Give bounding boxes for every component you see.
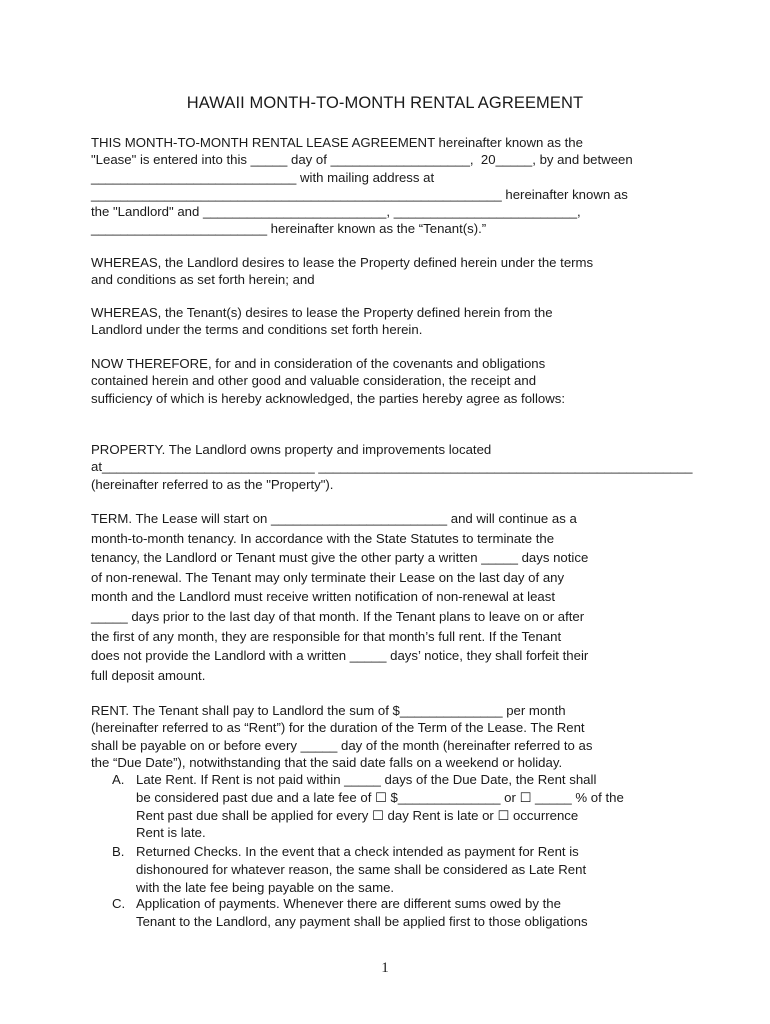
rent-paragraph xyxy=(91,702,691,771)
whereas-line: and conditions as set forth herein; and xyxy=(91,272,315,288)
rent-line: shall be payable on or before every _____ day of the month (hereinafter referred to as xyxy=(91,737,593,753)
intro-line: "Lease" is entered into this _____ day of ___________________, 20_____, by and between xyxy=(91,152,633,168)
list-item-line: Tenant to the Landlord, any payment shall be applied first to those obligations xyxy=(136,913,588,929)
property-paragraph xyxy=(91,441,691,493)
term-line: full deposit amount. xyxy=(91,667,206,683)
property-line: (hereinafter referred to as the "Property"). xyxy=(91,476,334,492)
whereas-tenant-paragraph xyxy=(91,304,691,339)
whereas-line: Landlord under the terms and conditions set forth herein. xyxy=(91,322,423,338)
intro-line: ________________________________________________________ hereinafter known as xyxy=(91,186,628,202)
list-item-line: Late Rent. If Rent is not paid within _____ days of the Due Date, the Rent shall xyxy=(136,772,597,787)
list-item-line: with the late fee being payable on the same. xyxy=(136,879,395,895)
document-title: HAWAII MONTH-TO-MONTH RENTAL AGREEMENT xyxy=(186,94,584,112)
intro-line: the "Landlord" and _________________________, _________________________, xyxy=(91,204,581,220)
rent-line: (hereinafter referred to as “Rent”) for the duration of the Term of the Lease. The Rent xyxy=(91,720,585,736)
list-item-line: be considered past due and a late fee of ☐ $______________ or ☐ _____ % of the xyxy=(136,789,624,805)
page-number: 1 xyxy=(381,960,389,976)
term-line: does not provide the Landlord with a written _____ days’ notice, they shall forfeit their xyxy=(91,648,589,664)
term-line: of non-renewal. The Tenant may only terminate their Lease on the last day of any xyxy=(91,569,565,585)
list-item-line: Rent past due shall be applied for every ☐ day Rent is late or ☐ occurrence xyxy=(136,807,579,823)
property-line: PROPERTY. The Landlord owns property and improvements located xyxy=(91,442,492,457)
list-marker: B. xyxy=(112,844,125,859)
now-therefore-line: sufficiency of which is hereby acknowledged, the parties hereby agree as follows: xyxy=(91,390,566,406)
list-marker: C. xyxy=(112,896,126,911)
list-item-line: Rent is late. xyxy=(136,825,206,841)
term-line: month-to-month tenancy. In accordance with the State Statutes to terminate the xyxy=(91,530,555,546)
list-item-body xyxy=(136,895,696,931)
now-therefore-line: contained herein and other good and valuable consideration, the receipt and xyxy=(91,373,537,389)
term-line: the first of any month, they are responsible for that month’s full rent. If the Tenant xyxy=(91,628,562,644)
term-line: tenancy, the Landlord or Tenant must give the other party a written _____ days notice xyxy=(91,550,589,566)
term-paragraph xyxy=(91,509,691,685)
property-line: at_____________________________ ___________________________________________________ xyxy=(91,459,693,475)
list-item-line: Returned Checks. In the event that a check intended as payment for Rent is xyxy=(136,844,579,859)
intro-line: THIS MONTH-TO-MONTH RENTAL LEASE AGREEMENT hereinafter known as the xyxy=(91,135,583,150)
whereas-landlord-paragraph xyxy=(91,254,691,289)
whereas-line: WHEREAS, the Landlord desires to lease the Property defined herein under the terms xyxy=(91,255,594,270)
term-line: _____ days prior to the last day of that month. If the Tenant plans to leave on or after xyxy=(91,608,585,624)
list-item-body xyxy=(136,843,696,896)
list-item-line: Application of payments. Whenever there are different sums owed by the xyxy=(136,896,561,911)
intro-line: ________________________ hereinafter known as the “Tenant(s).” xyxy=(91,221,487,237)
list-marker: A. xyxy=(112,772,125,787)
term-line: month and the Landlord must receive written notification of non-renewal at least xyxy=(91,589,556,605)
term-line: TERM. The Lease will start on ________________________ and will continue as a xyxy=(91,511,577,526)
whereas-line: WHEREAS, the Tenant(s) desires to lease the Property defined herein from the xyxy=(91,305,553,320)
now-therefore-paragraph xyxy=(91,355,691,407)
now-therefore-line: NOW THEREFORE, for and in consideration of the covenants and obligations xyxy=(91,356,546,371)
intro-paragraph xyxy=(91,134,691,238)
list-item-line: dishonoured for whatever reason, the same shall be considered as Late Rent xyxy=(136,861,587,877)
intro-line: ____________________________ with mailing address at xyxy=(91,169,435,185)
list-item-body xyxy=(136,771,696,842)
rent-line: RENT. The Tenant shall pay to Landlord the sum of $______________ per month xyxy=(91,703,566,718)
rent-line: the “Due Date”), notwithstanding that the said date falls on a weekend or holiday. xyxy=(91,754,563,770)
